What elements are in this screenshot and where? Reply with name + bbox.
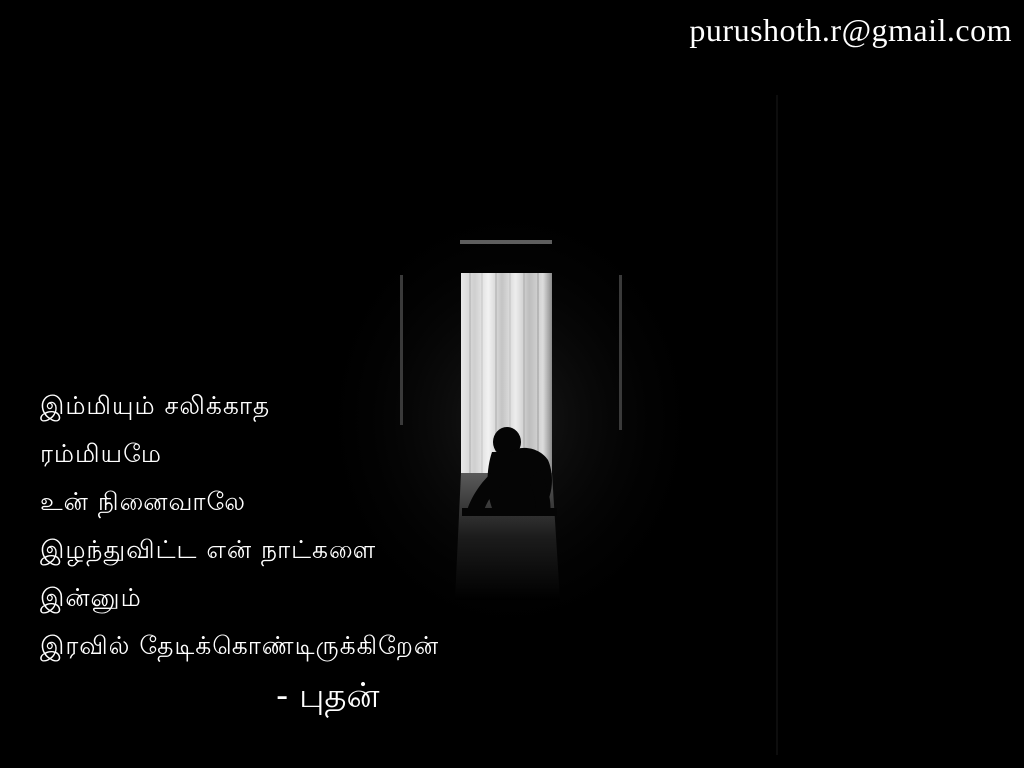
poem-line: இரவில் தேடிக்கொண்டிருக்கிறேன் [40, 631, 440, 660]
poem-line: ரம்மியமே [40, 439, 162, 468]
poem-line: இழந்துவிட்ட என் நாட்களை [40, 535, 377, 564]
author-email: purushoth.r@gmail.com [689, 12, 1012, 48]
wall-edge-right [619, 275, 622, 430]
poem-line: உன் நினைவாலே [40, 487, 246, 516]
poem-block [40, 382, 560, 670]
poem-signature: - புதன் [276, 676, 380, 716]
poem-line: இம்மியும் சலிக்காத [40, 391, 271, 420]
wall-edge-far [776, 95, 778, 755]
poem-line: இன்னும் [40, 583, 142, 612]
door-frame-top [460, 240, 552, 244]
